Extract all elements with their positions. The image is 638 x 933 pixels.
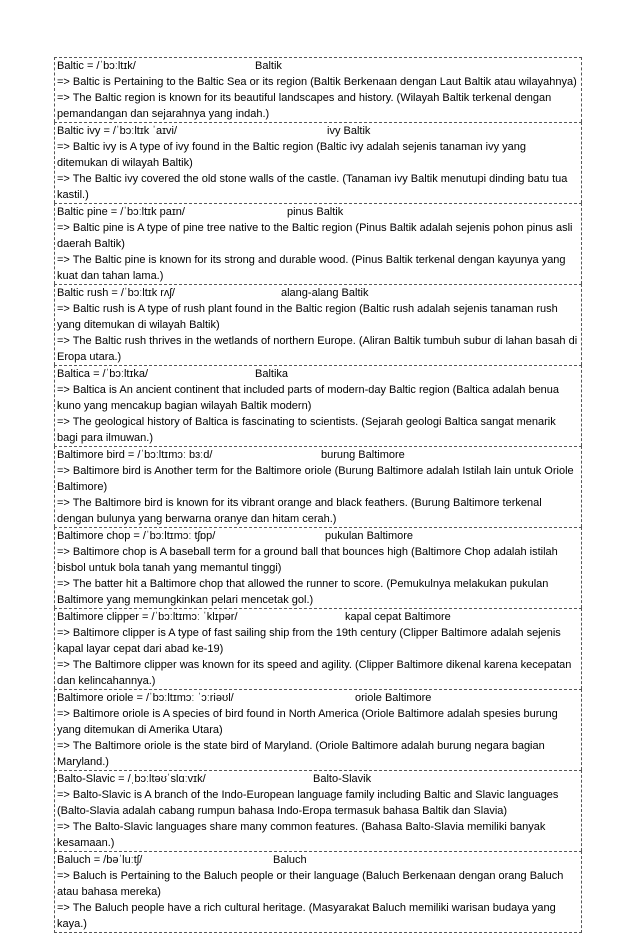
entry-header [55,447,581,463]
dictionary-entry [54,203,582,284]
headword: Baltimore chop = /ˈbɔːltɪmɔː tʃɒp/ [57,530,216,542]
translation: pinus Baltik [287,206,344,218]
dictionary-entry [54,689,582,770]
definition: => Baltimore clipper is A type of fast sailing ship from the 19th century (Clipper Baltimore adalah sejenis kapal layar cepat dari abad ke-19) [57,627,561,655]
example-sentence: => The Baluch people have a rich cultural heritage. (Masyarakat Baluch memiliki warisan budaya yang kaya.) [57,902,556,930]
definition: => Balto-Slavic is A branch of the Indo-European language family including Baltic and Slavic languages (Balto-Slavia adalah cabang rumpun bahasa Indo-Eropa termasuk bahasa Baltik dan Slavia) [57,789,559,817]
entry-header [55,123,581,139]
entry-header [55,528,581,544]
translation: Balto-Slavik [313,773,372,785]
entry-header [55,285,581,301]
definition: => Baltic rush is A type of rush plant found in the Baltic region (Baltic rush adalah sejenis tanaman rush yang ditemukan di wilayah Baltik) [57,303,558,331]
dictionary-entry [54,527,582,608]
entry-header [55,690,581,706]
translation: Baltika [255,368,289,380]
headword: Baluch = /bəˈluːtʃ/ [57,854,143,866]
definition: => Baltic ivy is A type of ivy found in the Baltic region (Baltic ivy adalah sejenis tanaman ivy yang ditemukan di wilayah Baltik) [57,141,526,169]
dictionary-entry [54,122,582,203]
dictionary-entry [54,446,582,527]
dictionary-entry [54,365,582,446]
example-sentence: => The Balto-Slavic languages share many common features. (Bahasa Balto-Slavia memiliki banyak kesamaan.) [57,821,546,849]
headword: Baltic ivy = /ˈbɔːltɪk ˈaɪvi/ [57,125,177,137]
headword: Baltimore oriole = /ˈbɔːltɪmɔː ˈɔːriəʊl/ [57,692,234,704]
dictionary-entry [54,608,582,689]
example-sentence: => The batter hit a Baltimore chop that allowed the runner to score. (Pemukulnya melakukan pukulan Baltimore yang memungkinkan pelari mencetak gol.) [57,578,549,606]
dictionary-entry [54,284,582,365]
translation: kapal cepat Baltimore [345,611,451,623]
headword: Baltic rush = /ˈbɔːltɪk rʌʃ/ [57,287,175,299]
translation: oriole Baltimore [355,692,432,704]
entry-header [55,609,581,625]
dictionary-entry [54,57,582,122]
headword: Balto-Slavic = /ˌbɔːltəʊˈslɑːvɪk/ [57,773,206,785]
definition: => Baltic is Pertaining to the Baltic Sea or its region (Baltik Berkenaan dengan Laut Baltik atau wilayahnya) [57,76,577,88]
example-sentence: => The Baltic rush thrives in the wetlands of northern Europe. (Aliran Baltik tumbuh subur di lahan basah di Eropa utara.) [57,335,578,363]
translation: ivy Baltik [327,125,371,137]
example-sentence: => The Baltic ivy covered the old stone walls of the castle. (Tanaman ivy Baltik menutupi dinding batu tua kastil.) [57,173,568,201]
example-sentence: => The Baltimore clipper was known for its speed and agility. (Clipper Baltimore dikenal karena kecepatan dan kelincahannya.) [57,659,572,687]
definition: => Baltimore oriole is A species of bird found in North America (Oriole Baltimore adalah spesies burung yang ditemukan di Amerika Utara) [57,708,558,736]
headword: Baltic = /ˈbɔːltɪk/ [57,60,136,72]
translation: Baluch [273,854,307,866]
entry-header [55,204,581,220]
translation: pukulan Baltimore [325,530,414,542]
entry-header [55,366,581,382]
headword: Baltimore clipper = /ˈbɔːltɪmɔː ˈklɪpər/ [57,611,238,623]
entry-header [55,771,581,787]
dictionary-entry [54,851,582,933]
entry-header [55,852,581,868]
translation: burung Baltimore [321,449,405,461]
example-sentence: => The Baltic pine is known for its strong and durable wood. (Pinus Baltik terkenal dengan kayunya yang kuat dan tahan lama.) [57,254,566,282]
example-sentence: => The Baltic region is known for its beautiful landscapes and history. (Wilayah Baltik terkenal dengan pemandangan dan sejarahnya yang indah.) [57,92,552,120]
definition: => Baltimore bird is Another term for the Baltimore oriole (Burung Baltimore adalah Istilah lain untuk Oriole Baltimore) [57,465,574,493]
headword: Baltimore bird = /ˈbɔːltɪmɔː bɜːd/ [57,449,213,461]
definition: => Baltic pine is A type of pine tree native to the Baltic region (Pinus Baltik adalah sejenis pohon pinus asli daerah Baltik) [57,222,573,250]
example-sentence: => The Baltimore bird is known for its vibrant orange and black feathers. (Burung Baltimore terkenal dengan bulunya yang berwarna oranye dan hitam cerah.) [57,497,542,525]
definition: => Baluch is Pertaining to the Baluch people or their language (Baluch Berkenaan dengan orang Baluch atau bahasa mereka) [57,870,564,898]
dictionary-entry [54,770,582,851]
translation: Baltik [255,60,282,72]
definition: => Baltimore chop is A baseball term for a ground ball that bounces high (Baltimore Chop adalah istilah bisbol untuk bola tanah yang memantul tinggi) [57,546,558,574]
headword: Baltica = /ˈbɔːltɪka/ [57,368,149,380]
definition: => Baltica is An ancient continent that included parts of modern-day Baltic region (Baltica adalah benua kuno yang mencakup bagian wilayah Baltik modern) [57,384,560,412]
example-sentence: => The Baltimore oriole is the state bird of Maryland. (Oriole Baltimore adalah burung negara bagian Maryland.) [57,740,545,768]
example-sentence: => The geological history of Baltica is fascinating to scientists. (Sejarah geologi Baltica sangat menarik bagi para ilmuwan.) [57,416,556,444]
entry-header [55,58,581,74]
translation: alang-alang Baltik [281,287,369,299]
headword: Baltic pine = /ˈbɔːltɪk paɪn/ [57,206,185,218]
dictionary-entries [54,57,582,933]
